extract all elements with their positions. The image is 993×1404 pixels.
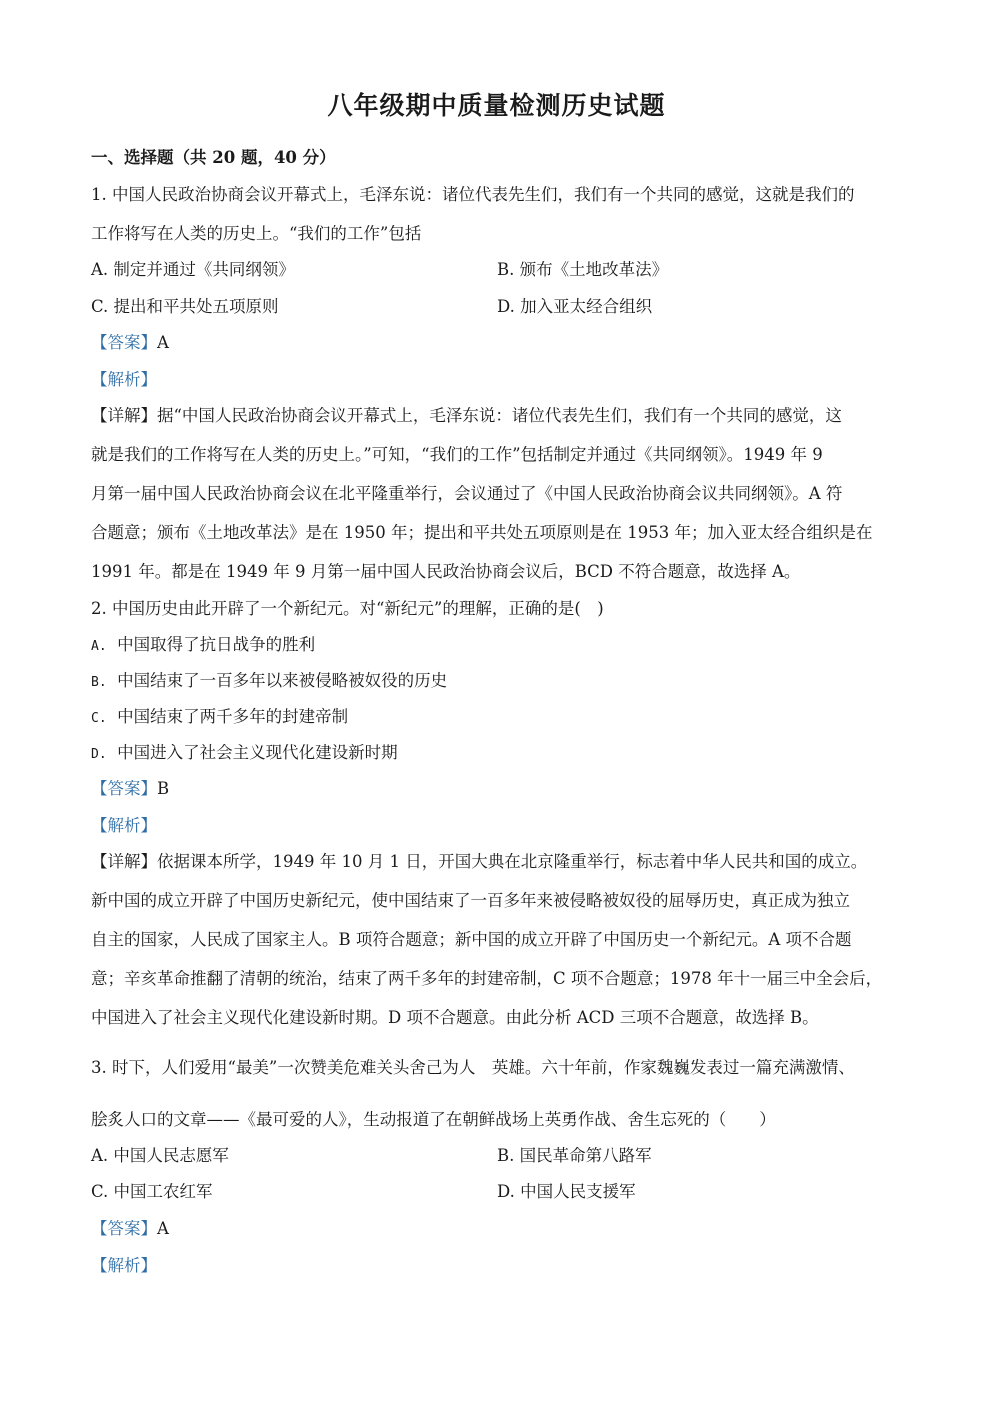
- detail-label: 【详解】: [91, 852, 157, 871]
- q3-option-b: B. 国民革命第八路军: [497, 1146, 652, 1165]
- q1-answer: [91, 332, 911, 354]
- q1-detail-line-2: 就是我们的工作将写在人类的历史上。”可知，“我们的工作”包括制定并通过《共同纲领》。1949 年 9: [91, 445, 823, 464]
- q1-option-a: A. 制定并通过《共同纲领》: [91, 260, 295, 279]
- option-letter: B.: [91, 675, 107, 690]
- option-text: 中国进入了社会主义现代化建设新时期: [117, 743, 398, 762]
- answer-value: B: [157, 779, 170, 798]
- q3-stem-line-1: 3. 时下，人们爱用“最美”一次赞美危难关头舍己为人 英雄。六十年前，作家魏巍发表过一篇充满激情、: [91, 1058, 855, 1077]
- q2-detail-line-3: 自主的国家，人民成了国家主人。B 项符合题意；新中国的成立开辟了中国历史一个新纪元。A 项不合题: [91, 930, 852, 949]
- detail-text: 依据课本所学，1949 年 10 月 1 日，开国大典在北京隆重举行，标志着中华人民共和国的成立。: [157, 852, 868, 871]
- q3-answer: [91, 1218, 911, 1240]
- option-text: 中国结束了一百多年以来被侵略被奴役的历史: [117, 671, 448, 690]
- option-letter: D.: [91, 747, 107, 762]
- q1-detail-line-3: 月第一届中国人民政治协商会议在北平隆重举行，会议通过了《中国人民政治协商会议共同纲领》。A 符: [91, 484, 843, 503]
- q3-option-a: A. 中国人民志愿军: [91, 1146, 229, 1165]
- section-heading: 一、选择题（共 20 题，40 分）: [91, 148, 336, 167]
- q2-answer: [91, 778, 911, 800]
- detail-text: 据“中国人民政治协商会议开幕式上，毛泽东说：诸位代表先生们，我们有一个共同的感觉，这: [157, 406, 842, 425]
- q2-analysis-label: 【解析】: [91, 816, 157, 835]
- q2-detail-line-2: 新中国的成立开辟了中国历史新纪元，使中国结束了一百多年来被侵略被奴役的屈辱历史，真正成为独立: [91, 891, 850, 910]
- option-text: 中国结束了两千多年的封建帝制: [117, 707, 349, 726]
- q1-option-b: B. 颁布《土地改革法》: [497, 260, 669, 279]
- answer-label: 【答案】: [91, 1219, 157, 1238]
- q3-analysis-label: 【解析】: [91, 1256, 157, 1275]
- page-title: 八年级期中质量检测历史试题: [327, 91, 666, 120]
- answer-value: A: [157, 1219, 169, 1238]
- q1-detail-line-4: 合题意；颁布《土地改革法》是在 1950 年；提出和平共处五项原则是在 1953 年；加入亚太经合组织是在: [91, 523, 873, 542]
- q1-stem-line-1: 1. 中国人民政治协商会议开幕式上，毛泽东说：诸位代表先生们，我们有一个共同的感觉，这就是我们的: [91, 185, 855, 204]
- q2-option-c: [91, 706, 911, 730]
- option-letter: C.: [91, 711, 107, 726]
- q3-stem-line-2: 脍炙人口的文章——《最可爱的人》，生动报道了在朝鲜战场上英勇作战、舍生忘死的（ ）: [91, 1110, 776, 1129]
- q3-option-d: D. 中国人民支援军: [497, 1182, 636, 1201]
- option-letter: A.: [91, 639, 107, 654]
- q1-option-c: C. 提出和平共处五项原则: [91, 297, 279, 316]
- q1-stem-line-2: 工作将写在人类的历史上。“我们的工作”包括: [91, 224, 422, 243]
- q1-analysis-label: 【解析】: [91, 370, 157, 389]
- q2-detail-line-5: 中国进入了社会主义现代化建设新时期。D 项不合题意。由此分析 ACD 三项不合题意，故选择 B。: [91, 1008, 819, 1027]
- q2-stem: 2. 中国历史由此开辟了一个新纪元。对“新纪元”的理解，正确的是( ): [91, 599, 604, 618]
- q1-option-d: D. 加入亚太经合组织: [497, 297, 653, 316]
- q2-detail-line-4: 意；辛亥革命推翻了清朝的统治，结束了两千多年的封建帝制，C 项不合题意；1978 年十一届三中全会后，: [91, 969, 883, 988]
- detail-label: 【详解】: [91, 406, 157, 425]
- q1-detail-line-1: [91, 405, 911, 427]
- q2-detail-line-1: [91, 851, 911, 873]
- q1-detail-line-5: 1991 年。都是在 1949 年 9 月第一届中国人民政治协商会议后，BCD 不符合题意，故选择 A。: [91, 562, 801, 581]
- q2-option-b: [91, 670, 911, 694]
- answer-label: 【答案】: [91, 779, 157, 798]
- answer-value: A: [157, 333, 169, 352]
- option-text: 中国取得了抗日战争的胜利: [117, 635, 316, 654]
- q2-option-d: [91, 742, 911, 766]
- q3-option-c: C. 中国工农红军: [91, 1182, 213, 1201]
- answer-label: 【答案】: [91, 333, 157, 352]
- q2-option-a: [91, 634, 911, 658]
